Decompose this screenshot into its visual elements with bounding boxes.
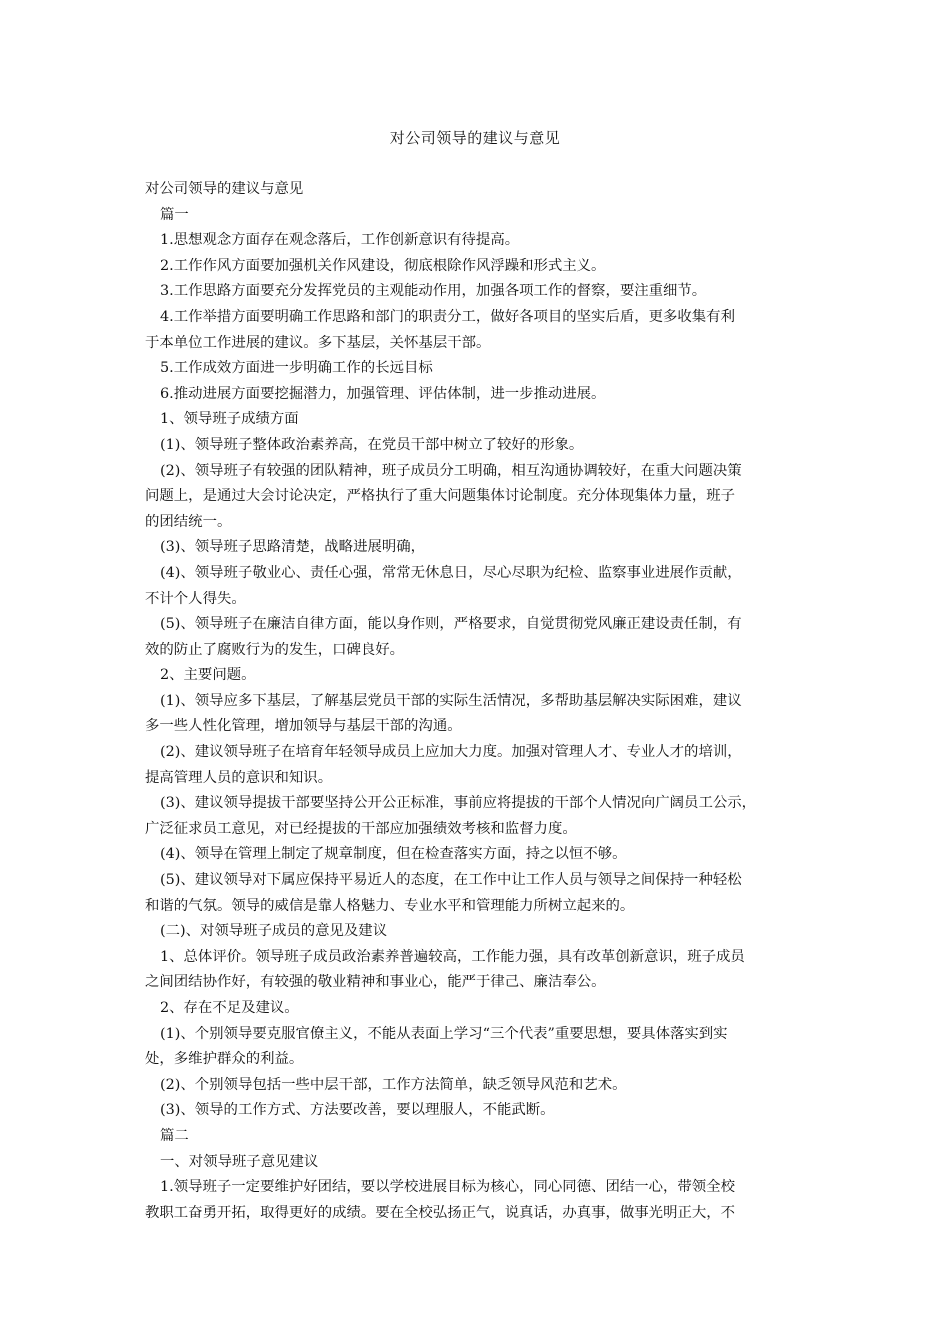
text-line: 广泛征求员工意见，对已经提拔的干部应加强绩效考核和监督力度。 [145,820,577,837]
text-line: 2、存在不足及建议。 [160,1000,299,1016]
text-line: 和谐的气氛。领导的威信是靠人格魅力、专业水平和管理能力所树立起来的。 [145,897,635,914]
text-line: (5)、领导班子在廉洁自律方面，能以身作则，严格要求，自觉贯彻党风廉正建设责任制，有 [160,616,742,633]
text-line: 2.工作作风方面要加强机关作风建设，彻底根除作风浮躁和形式主义。 [160,257,606,274]
text-line: 不计个人得失。 [145,590,246,607]
text-line: 5.工作成效方面进一步明确工作的长远目标 [160,360,433,377]
text-line: 1.领导班子一定要维护好团结，要以学校进展目标为核心，同心同德、团结一心，带领全校 [160,1179,735,1196]
text-line: (1)、领导班子整体政治素养高，在党员干部中树立了较好的形象。 [160,436,584,453]
document-body [145,177,815,1226]
text-line: 效的防止了腐败行为的发生，口碑良好。 [145,641,405,658]
text-line: 篇二 [160,1127,189,1144]
text-line: (2)、领导班子有较强的团队精神，班子成员分工明确，相互沟通协调较好，在重大问题决策 [160,462,742,479]
text-line: 篇一 [160,206,189,223]
text-line: 之间团结协作好，有较强的敬业精神和事业心，能严于律己、廉洁奉公。 [145,974,606,991]
text-line: (5)、建议领导对下属应保持平易近人的态度，在工作中让工作人员与领导之间保持一种轻松 [160,872,742,889]
text-line: 6.推动进展方面要挖掘潜力，加强管理、评估体制，进一步推动进展。 [160,385,606,402]
text-line: 4.工作举措方面要明确工作思路和部门的职责分工，做好各项目的坚实后盾，更多收集有利 [160,308,735,325]
text-line: (4)、领导班子敬业心、责任心强，常常无休息日，尽心尽职为纪检、监察事业进展作贡献， [160,564,742,581]
text-line: 3.工作思路方面要充分发挥党员的主观能动作用，加强各项工作的督察，要注重细节。 [160,283,707,300]
text-line: 1、领导班子成绩方面 [160,411,299,428]
text-line: 1.思想观念方面存在观念落后，工作创新意识有待提高。 [160,232,520,249]
text-line: 1、总体评价。领导班子成员政治素养普遍较高，工作能力强，具有改革创新意识，班子成员 [160,948,745,965]
text-line: 处，多维护群众的利益。 [145,1051,304,1068]
text-line: (4)、领导在管理上制定了规章制度，但在检查落实方面，持之以恒不够。 [160,846,627,863]
text-line: 问题上，是通过大会讨论决定，严格执行了重大问题集体讨论制度。充分体现集体力量，班子 [145,488,736,505]
text-line: 的团结统一。 [145,513,232,530]
text-line: 教职工奋勇开拓，取得更好的成绩。要在全校弘扬正气，说真话，办真事，做事光明正大，不 [145,1204,736,1221]
document-title: 对公司领导的建议与意见 [389,129,561,147]
text-line: 提高管理人员的意识和知识。 [145,769,333,786]
text-line: (3)、领导班子思路清楚，战略进展明确， [160,539,426,556]
text-line: (二)、对领导班子成员的意见及建议 [160,923,388,940]
text-line: 2、主要问题。 [160,667,256,684]
text-line: (3)、建议领导提拔干部要坚持公开公正标准，事前应将提拔的干部个人情况向广阔员工公示， [160,795,757,812]
text-line: (3)、领导的工作方式、方法要改善，要以理服人，不能武断。 [160,1102,555,1119]
text-line: 于本单位工作进展的建议。多下基层，关怀基层干部。 [145,334,491,351]
text-line: (2)、个别领导包括一些中层干部，工作方法简单，缺乏领导风范和艺术。 [160,1076,627,1093]
text-line: 一、对领导班子意见建议 [160,1153,319,1170]
text-line: (1)、个别领导要克服官僚主义，不能从表面上学习“三个代表”重要思想，要具体落实到实 [160,1025,728,1042]
text-line: (2)、建议领导班子在培育年轻领导成员上应加大力度。加强对管理人才、专业人才的培训， [160,744,742,761]
text-line: 多一些人性化管理，增加领导与基层干部的沟通。 [145,718,462,735]
text-line: 对公司领导的建议与意见 [145,181,304,197]
text-line: (1)、领导应多下基层，了解基层党员干部的实际生活情况，多帮助基层解决实际困难，建议 [160,692,742,709]
